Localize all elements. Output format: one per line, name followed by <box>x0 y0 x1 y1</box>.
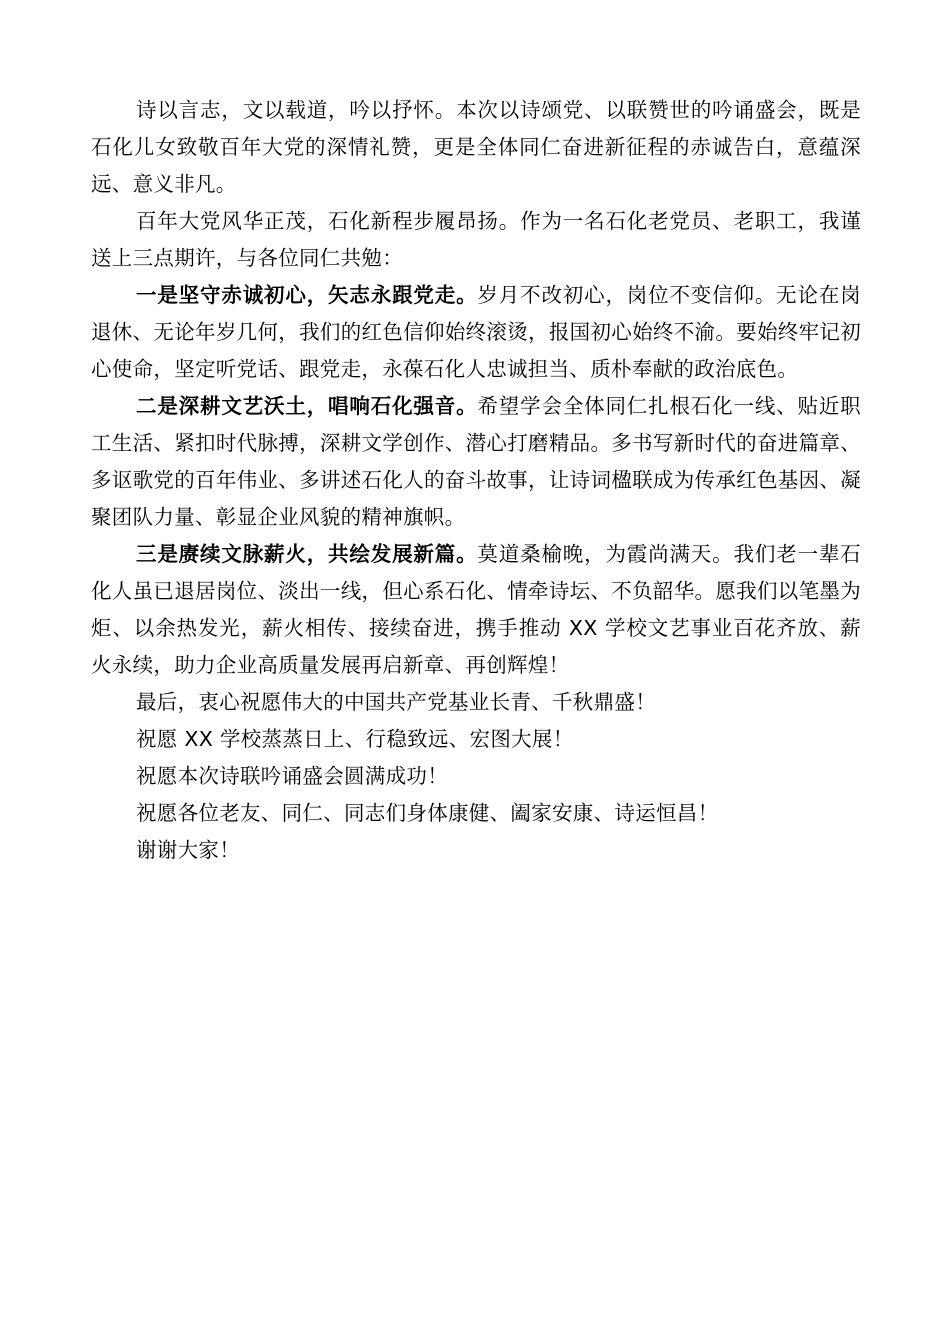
paragraph-text: 最后，衷心祝愿伟大的中国共产党基业长青、千秋鼎盛！ <box>136 690 656 714</box>
paragraph-text: 诗以言志，文以载道，吟以抒怀。本次以诗颂党、以联赞世的吟诵盛会，既是石化儿女致敬百年大党的深情礼赞，更是全体同仁奋进新征程的赤诚告白，意蕴深远、意义非凡。 <box>91 98 861 196</box>
paragraph-lead: 二是深耕文艺沃土，唱响石化强音。 <box>136 394 478 418</box>
paragraph-text: 祝愿各位老友、同仁、同志们身体康健、阖家安康、诗运恒昌！ <box>136 801 719 825</box>
paragraph-closing-wish-colleagues <box>91 795 861 832</box>
paragraph-lead: 一是坚守赤诚初心，矢志永跟党走。 <box>136 283 478 307</box>
paragraph-thanks <box>91 832 861 869</box>
paragraph-point-one <box>91 277 861 388</box>
document-body <box>91 92 861 869</box>
paragraph-closing-wish-party <box>91 684 861 721</box>
paragraph-text: 谢谢大家！ <box>136 838 240 862</box>
paragraph-point-two <box>91 388 861 536</box>
paragraph-lead: 三是赓续文脉薪火，共绘发展新篇。 <box>136 542 478 566</box>
paragraph-preface <box>91 203 861 277</box>
paragraph-closing-wish-school <box>91 721 861 758</box>
paragraph-text: 岁月不改初心，岗位不变信仰。无论在岗退休、无论年岁几何，我们的红色信仰始终滚烫，报国初心始终不渝。要始终牢记初心使命，坚定听党话、跟党走，永葆石化人忠诚担当、质朴奉献的政治底色。 <box>91 283 861 381</box>
paragraph-point-three <box>91 536 861 684</box>
paragraph-text: 百年大党风华正茂，石化新程步履昂扬。作为一名石化老党员、老职工，我谨送上三点期许，与各位同仁共勉： <box>91 209 861 270</box>
paragraph-text: 祝愿本次诗联吟诵盛会圆满成功！ <box>136 764 448 788</box>
paragraph-closing-wish-event <box>91 758 861 795</box>
paragraph-text: 莫道桑榆晚，为霞尚满天。我们老一辈石化人虽已退居岗位、淡出一线，但心系石化、情牵诗坛、不负韶华。愿我们以笔墨为炬、以余热发光，薪火相传、接续奋进，携手推动 XX 学校文艺事业百花齐放、薪火永续，助力企业高质量发展再启新章、再创辉煌！ <box>91 542 861 677</box>
paragraph-text: 祝愿 XX 学校蒸蒸日上、行稳致远、宏图大展！ <box>136 727 574 751</box>
paragraph-text: 希望学会全体同仁扎根石化一线、贴近职工生活、紧扣时代脉搏，深耕文学创作、潜心打磨精品。多书写新时代的奋进篇章、多讴歌党的百年伟业、多讲述石化人的奋斗故事，让诗词楹联成为传承红色基因、凝聚团队力量、彰显企业风貌的精神旗帜。 <box>91 394 861 529</box>
paragraph-intro <box>91 92 861 203</box>
